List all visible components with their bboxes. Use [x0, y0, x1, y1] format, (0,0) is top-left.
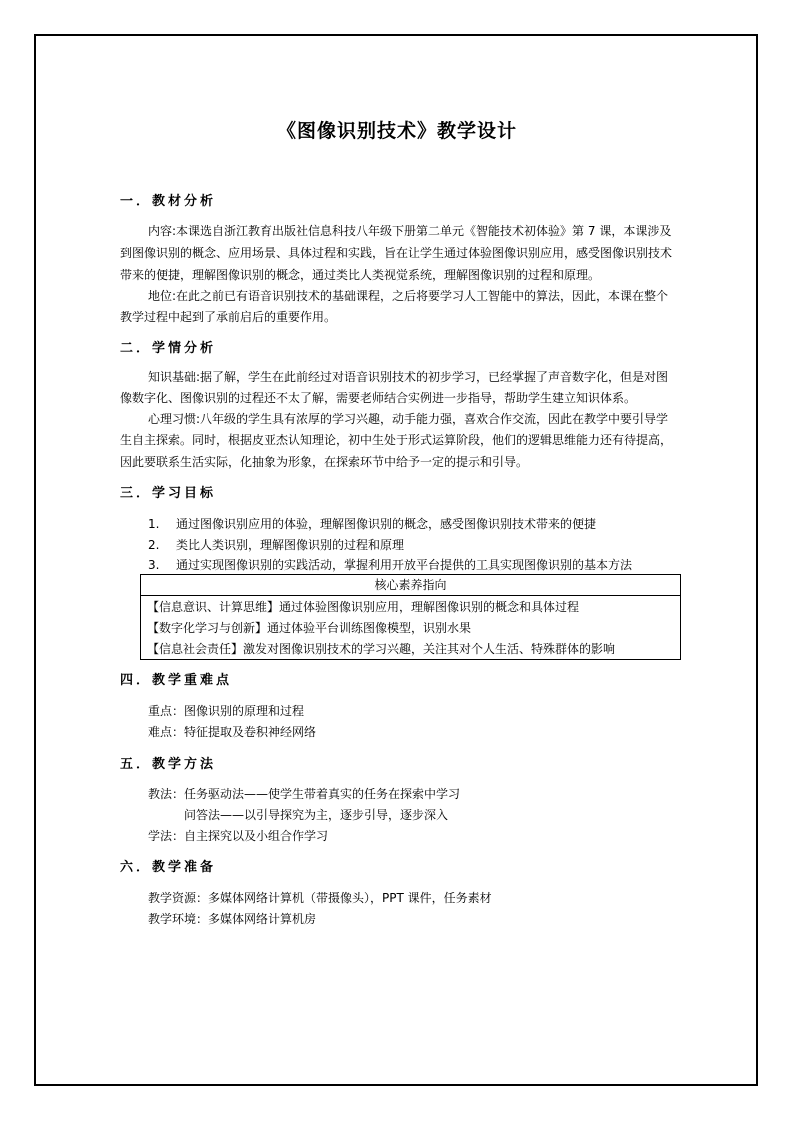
content-paragraph-line-3: 带来的便捷，理解图像识别的概念，通过类比人类视觉系统，理解图像识别的过程和原理。: [120, 268, 601, 282]
goal-item-1: 1. 通过图像识别应用的体验，理解图像识别的概念，感受图像识别技术带来的便捷: [148, 513, 596, 535]
knowledge-paragraph-line-1: 知识基础:据了解，学生在此前经过对语音识别技术的初步学习，已经掌握了声音数字化，但是对图: [148, 370, 669, 384]
teaching-resources: 教学资源：多媒体网络计算机（带摄像头），PPT 课件，任务素材: [148, 891, 492, 905]
position-paragraph-line-1: 地位:在此之前已有语音识别技术的基础课程，之后将要学习人工智能中的算法，因此，本课在整个: [148, 289, 669, 303]
content-label: 内容:: [148, 224, 177, 238]
section-heading-goals: 三．学习目标: [120, 486, 217, 501]
teaching-method-2: 问答法——以引导探究为主，逐步引导，逐步深入: [184, 808, 449, 822]
section-heading-materials: 一．教材分析: [120, 194, 217, 209]
goal-item-2: 2. 类比人类识别，理解图像识别的过程和原理: [148, 534, 404, 556]
key-point: 重点：图像识别的原理和过程: [148, 704, 305, 718]
content-paragraph-line-2: 到图像识别的概念、应用场景、具体过程和实践，旨在让学生通过体验图像识别应用，感受图像识别技术: [120, 246, 673, 260]
psychology-label: 心理习惯:: [148, 412, 201, 426]
core-literacy-row: 【数字化学习与创新】通过体验平台训练图像模型，识别水果: [147, 621, 472, 635]
difficult-point: 难点：特征提取及卷积神经网络: [148, 725, 317, 739]
section-heading-keypoints: 四．教学重难点: [120, 673, 233, 688]
goal-item-3: 3. 通过实现图像识别的实践活动，掌握利用开放平台提供的工具实现图像识别的基本方法: [148, 554, 632, 576]
teaching-method-1: 教法：任务驱动法——使学生带着真实的任务在探索中学习: [148, 787, 461, 801]
section-heading-preparation: 六．教学准备: [120, 860, 217, 875]
page-title: 《图像识别技术》教学设计: [276, 120, 517, 142]
core-literacy-table: [140, 574, 681, 660]
goal-number: 2.: [148, 538, 160, 552]
goal-number: 1.: [148, 517, 160, 531]
goal-number: 3.: [148, 558, 160, 572]
position-label: 地位:: [148, 289, 177, 303]
knowledge-label: 知识基础:: [148, 370, 201, 384]
teaching-environment: 教学环境：多媒体网络计算机房: [148, 912, 317, 926]
core-literacy-row: 【信息意识、计算思维】通过体验图像识别应用，理解图像识别的概念和具体过程: [147, 600, 580, 614]
content-paragraph-line-1: 内容:本课选自浙江教育出版社信息科技八年级下册第二单元《智能技术初体验》第 7 课，本课涉及: [148, 224, 672, 238]
learning-method: 学法：自主探究以及小组合作学习: [148, 829, 329, 843]
section-heading-methods: 五．教学方法: [120, 757, 217, 772]
section-heading-students: 二．学情分析: [120, 341, 217, 356]
position-paragraph-line-2: 教学过程中起到了承前启后的重要作用。: [120, 310, 337, 324]
core-literacy-row: 【信息社会责任】激发对图像识别技术的学习兴趣，关注其对个人生活、特殊群体的影响: [147, 642, 616, 656]
psychology-paragraph-line-2: 生自主探索。同时，根据皮亚杰认知理论，初中生处于形式运算阶段，他们的逻辑思维能力还有待提高，: [120, 433, 673, 447]
psychology-paragraph-line-3: 因此要联系生活实际，化抽象为形象，在探索环节中给予一定的提示和引导。: [120, 455, 529, 469]
core-literacy-header: 核心素养指向: [141, 575, 680, 596]
knowledge-paragraph-line-2: 像数字化、图像识别的过程还不太了解，需要老师结合实例进一步指导，帮助学生建立知识体系。: [120, 391, 637, 405]
psychology-paragraph-line-1: 心理习惯:八年级的学生具有浓厚的学习兴趣，动手能力强，喜欢合作交流，因此在教学中要引导学: [148, 412, 669, 426]
